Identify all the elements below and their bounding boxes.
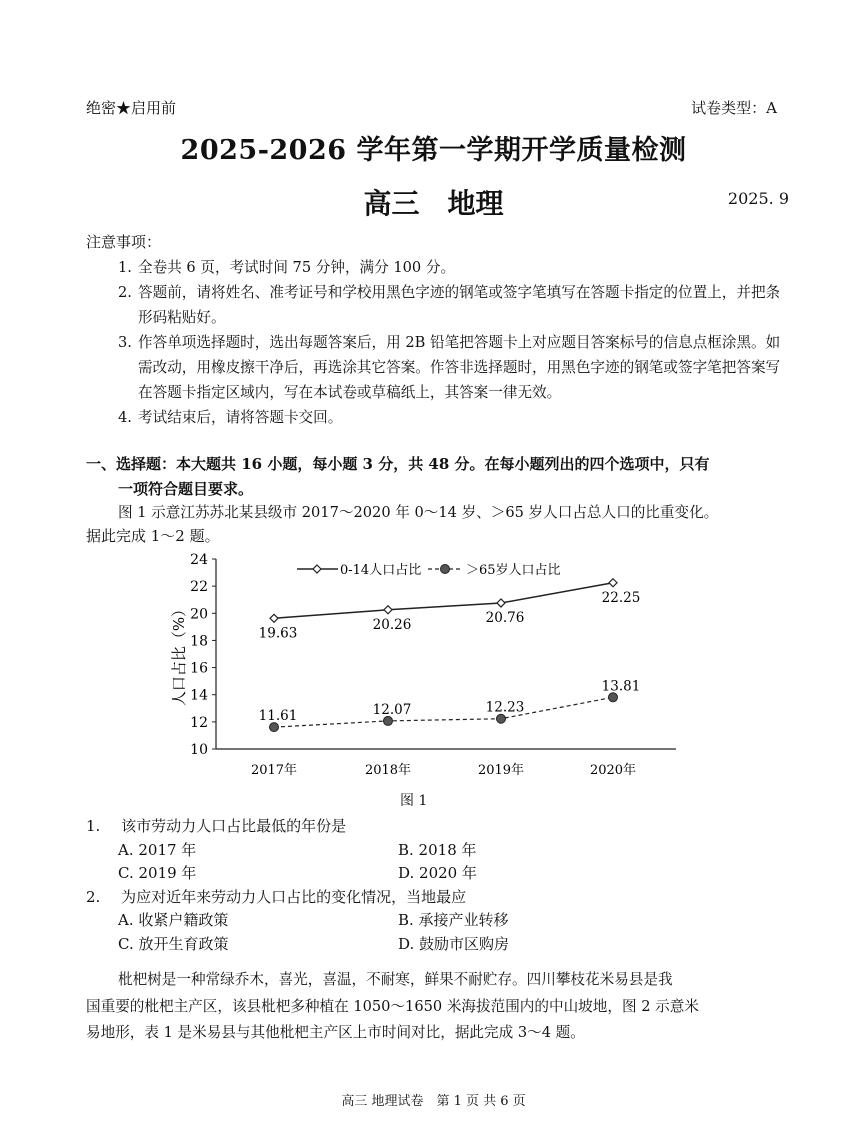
q2-option-b[interactable]: B. 承接产业转移: [398, 911, 509, 929]
population-line-chart: [150, 548, 710, 818]
question-number: 2.: [86, 888, 101, 906]
passage-line-2: 国重要的枇杷主产区，该县枇杷多种植在 1050～1650 米海拔范围内的中山坡地，图 2 示意米: [86, 998, 699, 1015]
question-stem: 为应对近年来劳动力人口占比的变化情况，当地最应: [121, 888, 467, 906]
secret-label: 绝密★启用前: [86, 99, 177, 117]
series-0-14-data-label: 20.26: [372, 616, 412, 633]
series-0-14-point: [609, 579, 617, 587]
notice-item-2: [118, 280, 793, 330]
section1-heading-line1: 一、选择题：本大题共 16 小题，每小题 3 分，共 48 分。在每小题列出的四个选项中，只有: [86, 455, 710, 473]
series-65plus-data-label: 12.07: [372, 701, 412, 718]
question-1: [86, 814, 346, 839]
x-tick-label: 2019年: [477, 763, 525, 778]
y-tick-label: 12: [190, 714, 208, 731]
x-tick-label: 2018年: [364, 763, 412, 778]
series-65plus-line: [274, 697, 613, 727]
x-tick-label: 2017年: [250, 763, 298, 778]
exam-date: 2025. 9: [727, 189, 789, 208]
notice-item-text: 考试结束后，请将答题卡交回。: [138, 409, 343, 426]
legend-65plus-label: ＞65岁人口占比: [466, 563, 561, 578]
notice-item-text: 全卷共 6 页，考试时间 75 分钟，满分 100 分。: [138, 259, 456, 276]
notice-item-number: 1.: [118, 259, 132, 276]
q1-option-b[interactable]: B. 2018 年: [398, 841, 477, 859]
y-tick-label: 22: [190, 579, 208, 596]
series-0-14-data-label: 19.63: [258, 625, 298, 642]
q1-option-c[interactable]: C. 2019 年: [118, 864, 197, 882]
notice-item-text: 答题前，请将姓名、准考证号和学校用黑色字迹的钢笔或签字笔填写在答题卡指定的位置上，并把条形码粘贴好。: [138, 284, 781, 326]
chart-caption: 图 1: [400, 793, 428, 809]
notice-item-4: [118, 405, 793, 430]
legend-0-14-label: 0-14人口占比: [340, 563, 422, 578]
y-tick-label: 24: [190, 552, 208, 568]
question-2: [86, 885, 466, 910]
q2-option-a[interactable]: A. 收紧户籍政策: [118, 911, 229, 929]
paper-type: 试卷类型：A: [691, 99, 777, 117]
series-0-14-data-label: 22.25: [601, 589, 641, 606]
notice-item-1: [118, 255, 793, 280]
series-65plus-data-label: 13.81: [601, 678, 641, 695]
passage-line-1: 枇杷树是一种常绿乔木，喜光，喜温，不耐寒，鲜果不耐贮存。四川攀枝花米易县是我: [118, 971, 673, 988]
y-axis-label: 人口占比（%）: [170, 601, 188, 707]
q1-option-a[interactable]: A. 2017 年: [118, 841, 197, 859]
series-0-14-line: [274, 583, 613, 619]
series-65plus-data-label: 11.61: [258, 708, 298, 725]
series-0-14-point: [270, 614, 278, 622]
notice-item-number: 2.: [118, 284, 132, 301]
y-tick-label: 14: [190, 687, 208, 704]
passage-line-3: 易地形，表 1 是米易县与其他枇杷主产区上市时间对比，据此完成 3～4 题。: [86, 1024, 585, 1041]
q1-option-d[interactable]: D. 2020 年: [398, 864, 477, 882]
y-tick-label: 16: [190, 660, 208, 677]
notice-heading: 注意事项：: [86, 233, 162, 251]
legend-0-14-marker: [313, 565, 321, 573]
section1-intro-line1: 图 1 示意江苏苏北某县级市 2017～2020 年 0～14 岁、＞65 岁人口占总人口的比重变化。: [118, 504, 719, 521]
y-tick-label: 20: [190, 606, 208, 623]
x-tick-label: 2020年: [589, 763, 637, 778]
q2-option-d[interactable]: D. 鼓励市区购房: [398, 935, 510, 953]
legend-65plus-marker: [441, 565, 450, 574]
question-stem: 该市劳动力人口占比最低的年份是: [121, 817, 347, 835]
series-0-14-point: [384, 606, 392, 614]
question-number: 1.: [86, 817, 101, 835]
exam-subtitle: 高三 地理: [363, 187, 504, 220]
notice-item-number: 4.: [118, 409, 132, 426]
section1-intro-line2: 据此完成 1～2 题。: [86, 527, 220, 545]
page-footer: 高三 地理试卷 第 1 页 共 6 页: [341, 1094, 526, 1109]
exam-title: 2025-2026 学年第一学期开学质量检测: [180, 135, 687, 166]
notice-item-number: 3.: [118, 334, 132, 351]
notice-item-text: 作答单项选择题时，选出每题答案后，用 2B 铅笔把答题卡上对应题目答案标号的信息点框涂黑。如需改动，用橡皮擦干净后，再选涂其它答案。作答非选择题时，用黑色字迹的钢笔或签字笔把答案写在答题卡指定区域内，写在本试卷或草稿纸上，其答案一律无效。: [138, 334, 781, 401]
series-0-14-data-label: 20.76: [485, 609, 525, 626]
q2-option-c[interactable]: C. 放开生育政策: [118, 935, 229, 953]
section1-heading-line2: 一项符合题目要求。: [118, 480, 254, 498]
series-0-14-point: [497, 599, 505, 607]
series-65plus-data-label: 12.23: [485, 699, 525, 716]
y-tick-label: 10: [190, 742, 208, 758]
y-tick-label: 18: [190, 633, 208, 650]
notice-item-3: [118, 330, 793, 405]
